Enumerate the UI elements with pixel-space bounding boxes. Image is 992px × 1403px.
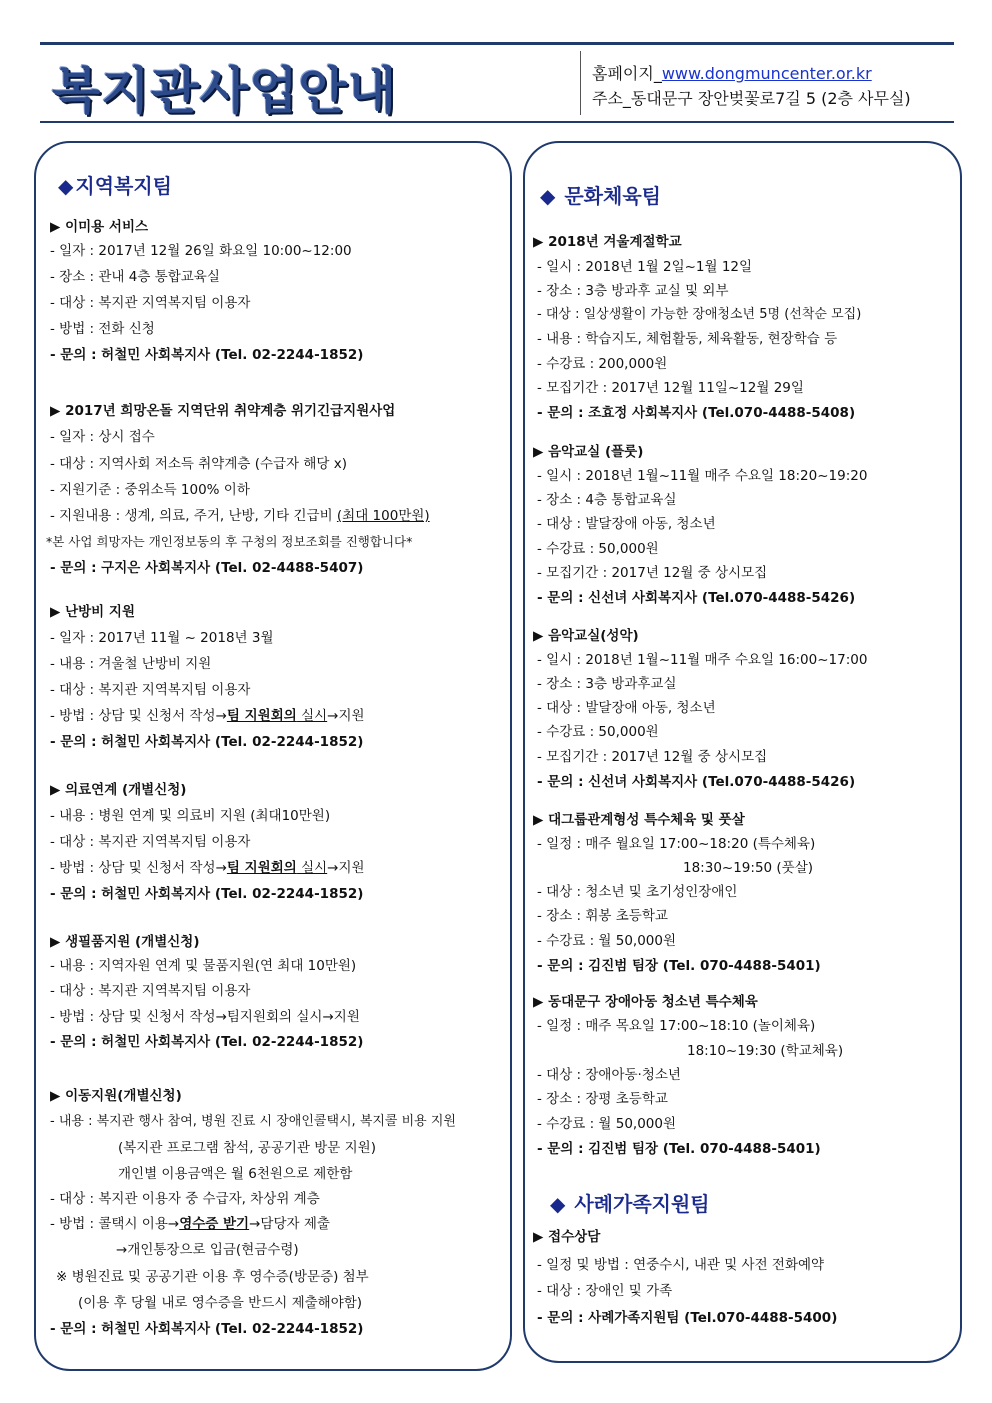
list-item: - 수강료 : 200,000원 bbox=[537, 356, 668, 372]
list-item: - 일시 : 2018년 1월~11월 매주 수요일 18:20~19:20 bbox=[537, 468, 868, 484]
notice-line: (이용 후 당월 내로 영수증을 반드시 제출해야함) bbox=[78, 1295, 363, 1311]
section-title: ▶ 이미용 서비스 bbox=[50, 219, 149, 235]
section-title: ▶ 2017년 희망온돌 지역단위 취약계층 위기긴급지원사업 bbox=[50, 403, 396, 419]
list-item: - 내용 : 지역자원 연계 및 물품지원(연 최대 10만원) bbox=[50, 958, 357, 974]
team-heading-community: ◆ 지역복지팀 bbox=[58, 174, 172, 198]
list-item: - 수강료 : 월 50,000원 bbox=[537, 933, 677, 949]
list-item: - 모집기간 : 2017년 12월 중 상시모집 bbox=[537, 565, 768, 581]
list-item: - 방법 : 상담 및 신청서 작성→팀지원회의 실시→지원 bbox=[50, 1009, 360, 1025]
list-item: - 방법 : 전화 신청 bbox=[50, 321, 155, 337]
notice-line: ※ 병원진료 및 공공기관 이용 후 영수증(방문증) 첨부 bbox=[56, 1269, 369, 1285]
homepage-link[interactable]: www.dongmuncenter.or.kr bbox=[661, 64, 872, 83]
list-item: - 대상 : 일상생활이 가능한 장애청소년 5명 (선착순 모집) bbox=[537, 307, 862, 322]
contact-line: - 문의 : 허철민 사회복지사 (Tel. 02-2244-1852) bbox=[50, 886, 364, 902]
contact-line: - 문의 : 김진범 팀장 (Tel. 070-4488-5401) bbox=[537, 1141, 821, 1157]
homepage-label: 홈페이지_ bbox=[592, 64, 662, 83]
contact-line: - 문의 : 김진범 팀장 (Tel. 070-4488-5401) bbox=[537, 958, 821, 974]
contact-line: - 문의 : 허철민 사회복지사 (Tel. 02-2244-1852) bbox=[50, 347, 364, 363]
contact-line: - 문의 : 허철민 사회복지사 (Tel. 02-2244-1852) bbox=[50, 1321, 364, 1337]
contact-line: - 문의 : 허철민 사회복지사 (Tel. 02-2244-1852) bbox=[50, 734, 364, 750]
list-item: - 대상 : 장애인 및 가족 bbox=[537, 1283, 673, 1299]
list-item: - 일시 : 2018년 1월~11월 매주 수요일 16:00~17:00 bbox=[537, 652, 868, 668]
list-item: - 대상 : 지역사회 저소득 취약계층 (수급자 해당 x) bbox=[50, 456, 348, 472]
homepage-line bbox=[592, 61, 911, 86]
list-item: - 대상 : 복지관 지역복지팀 이용자 bbox=[50, 983, 251, 999]
section-title: ▶ 대그룹관계형성 특수체육 및 풋살 bbox=[533, 812, 745, 828]
list-item: - 방법 : 콜택시 이용→영수증 받기→담당자 제출 bbox=[50, 1216, 330, 1232]
list-item: - 지원기준 : 중위소득 100% 이하 bbox=[50, 482, 250, 498]
list-item: - 대상 : 복지관 지역복지팀 이용자 bbox=[50, 834, 251, 850]
diamond-icon: ◆ bbox=[58, 174, 74, 198]
header bbox=[40, 45, 954, 121]
list-item: - 대상 : 발달장애 아동, 청소년 bbox=[537, 700, 716, 716]
section-title: ▶ 생필품지원 (개별신청) bbox=[50, 934, 200, 950]
list-item: - 장소 : 4층 통합교육실 bbox=[537, 492, 677, 508]
contact-line: - 문의 : 구지은 사회복지사 (Tel. 02-4488-5407) bbox=[50, 560, 364, 576]
list-item: - 모집기간 : 2017년 12월 11일~12월 29일 bbox=[537, 380, 804, 396]
section-title: ▶ 2018년 겨울계절학교 bbox=[533, 234, 682, 250]
address-line: 주소_동대문구 장안벚꽃로7길 5 (2층 사무실) bbox=[592, 89, 911, 108]
list-item: - 수강료 : 50,000원 bbox=[537, 541, 659, 557]
list-item: - 대상 : 발달장애 아동, 청소년 bbox=[537, 516, 716, 532]
list-item: - 모집기간 : 2017년 12월 중 상시모집 bbox=[537, 749, 768, 765]
list-item: - 장소 : 장평 초등학교 bbox=[537, 1091, 668, 1107]
list-item: - 장소 : 3층 방과후교실 bbox=[537, 676, 677, 692]
list-item: - 대상 : 복지관 이용자 중 수급자, 차상위 계층 bbox=[50, 1191, 320, 1207]
list-item: - 대상 : 복지관 지역복지팀 이용자 bbox=[50, 295, 251, 311]
list-item: 18:10~19:30 (학교체육) bbox=[687, 1043, 844, 1059]
list-item: - 내용 : 복지관 행사 참여, 병원 진료 시 장애인콜택시, 복지콜 비용 지원 bbox=[50, 1114, 456, 1129]
list-item: - 장소 : 휘봉 초등학교 bbox=[537, 908, 668, 924]
section-title: ▶ 접수상담 bbox=[533, 1229, 601, 1245]
diamond-icon: ◆ bbox=[550, 1192, 566, 1216]
page-title: 복지관사업안내 bbox=[52, 62, 398, 120]
list-item: - 장소 : 관내 4층 통합교육실 bbox=[50, 269, 220, 285]
list-item: - 장소 : 3층 방과후 교실 및 외부 bbox=[537, 283, 729, 299]
list-item: - 대상 : 복지관 지역복지팀 이용자 bbox=[50, 682, 251, 698]
list-item: - 일자 : 2017년 12월 26일 화요일 10:00~12:00 bbox=[50, 243, 352, 259]
list-item: - 내용 : 학습지도, 체험활동, 체육활동, 현장학습 등 bbox=[537, 331, 838, 347]
contact-line: - 문의 : 조효정 사회복지사 (Tel.070-4488-5408) bbox=[537, 405, 856, 421]
header-info bbox=[592, 61, 911, 111]
section-title: ▶ 음악교실(성악) bbox=[533, 628, 639, 644]
section-title: ▶ 동대문구 장애아동 청소년 특수체육 bbox=[533, 994, 758, 1010]
list-item: - 일자 : 2017년 11월 ~ 2018년 3월 bbox=[50, 630, 274, 646]
list-item: - 내용 : 겨울철 난방비 지원 bbox=[50, 656, 212, 672]
team-heading-culture-sports: ◆ 문화체육팀 bbox=[540, 184, 661, 208]
list-item: - 일정 : 매주 목요일 17:00~18:10 (놀이체육) bbox=[537, 1018, 816, 1034]
header-bottom-rule bbox=[40, 121, 954, 123]
list-item: - 지원내용 : 생계, 의료, 주거, 난방, 기타 긴급비 (최대 100만원) bbox=[50, 508, 430, 524]
contact-line: - 문의 : 허철민 사회복지사 (Tel. 02-2244-1852) bbox=[50, 1034, 364, 1050]
list-item: - 일시 : 2018년 1월 2일~1월 12일 bbox=[537, 259, 753, 275]
contact-line: - 문의 : 신선녀 사회복지사 (Tel.070-4488-5426) bbox=[537, 590, 856, 606]
list-item: - 방법 : 상담 및 신청서 작성→팀 지원회의 실시→지원 bbox=[50, 708, 365, 724]
list-item: 개인별 이용금액은 월 6천원으로 제한함 bbox=[118, 1166, 353, 1182]
list-item: (복지관 프로그램 참석, 공공기관 방문 지원) bbox=[118, 1140, 376, 1156]
header-divider bbox=[580, 51, 581, 115]
list-item: - 대상 : 청소년 및 초기성인장애인 bbox=[537, 884, 738, 900]
list-item: - 수강료 : 50,000원 bbox=[537, 724, 659, 740]
list-item: - 수강료 : 월 50,000원 bbox=[537, 1116, 677, 1132]
list-item: →개인통장으로 입금(현금수령) bbox=[116, 1242, 299, 1258]
section-title: ▶ 의료연계 (개별신청) bbox=[50, 782, 187, 798]
diamond-icon: ◆ bbox=[540, 184, 556, 208]
notice-line: *본 사업 희망자는 개인정보동의 후 구청의 정보조회를 진행합니다* bbox=[46, 534, 413, 549]
list-item: - 일정 및 방법 : 연중수시, 내관 및 사전 전화예약 bbox=[537, 1257, 825, 1273]
list-item: 18:30~19:50 (풋살) bbox=[683, 860, 814, 876]
section-title: ▶ 음악교실 (플룻) bbox=[533, 444, 644, 460]
section-title: ▶ 난방비 지원 bbox=[50, 604, 135, 620]
contact-line: - 문의 : 신선녀 사회복지사 (Tel.070-4488-5426) bbox=[537, 774, 856, 790]
list-item: - 일자 : 상시 접수 bbox=[50, 429, 155, 445]
team-heading-case-family: ◆ 사례가족지원팀 bbox=[550, 1192, 710, 1216]
section-title: ▶ 이동지원(개별신청) bbox=[50, 1088, 182, 1104]
list-item: - 방법 : 상담 및 신청서 작성→팀 지원회의 실시→지원 bbox=[50, 860, 365, 876]
list-item: - 일정 : 매주 월요일 17:00~18:20 (특수체육) bbox=[537, 836, 816, 852]
list-item: - 내용 : 병원 연계 및 의료비 지원 (최대10만원) bbox=[50, 808, 331, 824]
list-item: - 대상 : 장애아동·청소년 bbox=[537, 1067, 681, 1083]
contact-line: - 문의 : 사례가족지원팀 (Tel.070-4488-5400) bbox=[537, 1310, 838, 1326]
